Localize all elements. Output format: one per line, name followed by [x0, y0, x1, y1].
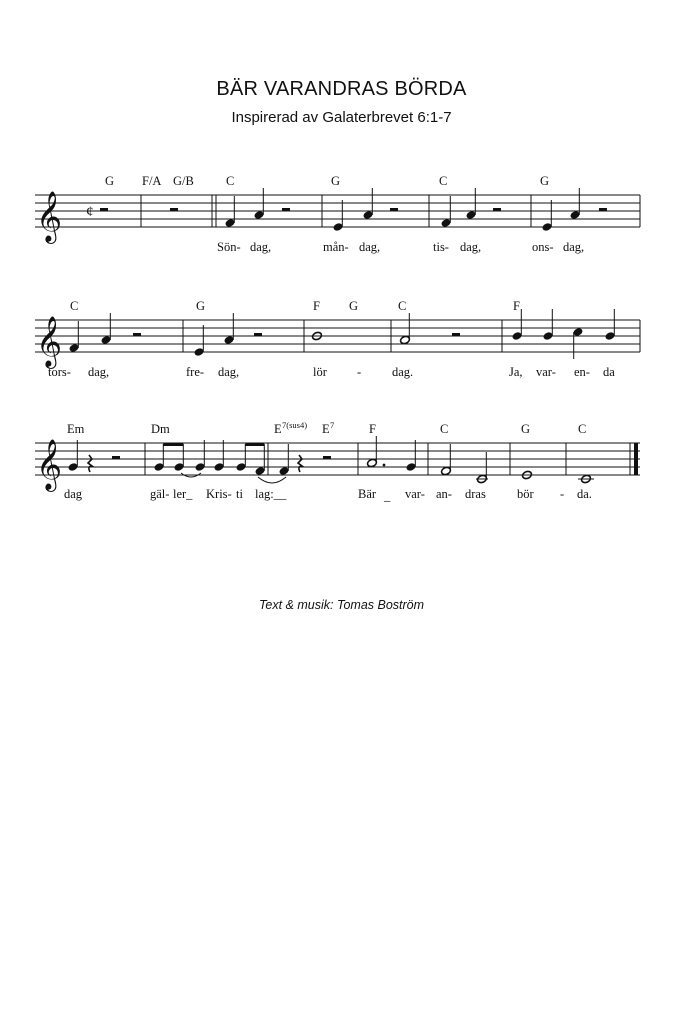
- staff-lines: [35, 195, 640, 227]
- half-rest: [133, 333, 141, 336]
- lyric-syllable: tis-: [433, 240, 449, 254]
- lyric-syllable: en-: [574, 365, 590, 379]
- chord-symbol: Em: [67, 422, 85, 436]
- lyric-syllable: var-: [536, 365, 556, 379]
- chord-symbol: C: [578, 422, 587, 436]
- tie: [258, 477, 286, 483]
- staff-system-2: [35, 299, 640, 379]
- staff-lines: [35, 443, 640, 475]
- lyric-syllable: Kris-: [206, 487, 232, 501]
- lyric-syllable: tors-: [48, 365, 71, 379]
- lyric-syllable: dag,: [88, 365, 110, 379]
- chord-symbol: G: [540, 174, 550, 188]
- chord-superscript: 7: [330, 420, 335, 430]
- chord-symbol: F/A: [142, 174, 162, 188]
- time-signature: ¢: [86, 204, 94, 220]
- lyric-syllable: gäl-: [150, 487, 170, 501]
- lyric-syllable: an-: [436, 487, 452, 501]
- lyric-syllable: dag,: [250, 240, 272, 254]
- half-rest: [452, 333, 460, 336]
- chord-symbol: C: [398, 299, 407, 313]
- song-title: BÄR VARANDRAS BÖRDA: [216, 78, 467, 100]
- chord-symbol: G: [196, 299, 206, 313]
- chord-symbol: E: [322, 422, 330, 436]
- chord-symbol: C: [439, 174, 448, 188]
- augmentation-dot: [383, 464, 386, 467]
- chord-symbol: C: [440, 422, 449, 436]
- lyric-syllable: -: [357, 365, 362, 379]
- chord-symbol: F: [513, 299, 520, 313]
- half-rest: [390, 208, 398, 211]
- beam: [163, 443, 183, 446]
- lyric-syllable: Ja,: [509, 365, 523, 379]
- lyric-syllable: da: [603, 365, 615, 379]
- quarter-rest: [298, 455, 302, 472]
- credit-line: Text & musik: Tomas Boström: [258, 598, 425, 612]
- half-rest: [254, 333, 262, 336]
- lyric-syllable: -: [560, 487, 565, 501]
- lyric-syllable: dag,: [460, 240, 482, 254]
- staff-system-3: [35, 420, 640, 503]
- lyric-syllable: Bär: [358, 487, 377, 501]
- lyric-syllable: dras: [465, 487, 486, 501]
- quarter-rest: [88, 455, 92, 472]
- chord-symbol: G: [521, 422, 531, 436]
- half-rest: [100, 208, 108, 211]
- final-barline: [634, 443, 638, 475]
- lyric-syllable: mån-: [323, 240, 349, 254]
- lyric-syllable: var-: [405, 487, 425, 501]
- lyric-syllable: dag,: [359, 240, 381, 254]
- treble-clef-icon: 𝄞: [36, 191, 63, 242]
- chord-symbol: E: [274, 422, 282, 436]
- chord-symbol: F: [369, 422, 376, 436]
- lyric-syllable: lör: [313, 365, 327, 379]
- lyric-syllable: _: [384, 489, 391, 503]
- lyric-syllable: ti: [236, 487, 243, 501]
- lyric-syllable: fre-: [186, 365, 205, 379]
- chord-symbol: G: [331, 174, 341, 188]
- lyric-syllable: ons-: [532, 240, 554, 254]
- chord-symbol: C: [226, 174, 235, 188]
- lyric-syllable: lag:__: [255, 487, 287, 501]
- lyric-syllable: da.: [577, 487, 592, 501]
- lyric-syllable: bör: [517, 487, 534, 501]
- chord-symbol: G: [349, 299, 359, 313]
- chord-symbol: G/B: [173, 174, 194, 188]
- chord-symbol: C: [70, 299, 79, 313]
- chord-symbol: Dm: [151, 422, 170, 436]
- staff-system-1: [35, 174, 640, 254]
- chord-symbol: G: [105, 174, 115, 188]
- lyric-syllable: ler_: [173, 487, 193, 501]
- treble-clef-icon: 𝄞: [36, 316, 63, 367]
- song-subtitle: Inspirerad av Galaterbrevet 6:1-7: [231, 109, 452, 126]
- half-rest: [170, 208, 178, 211]
- lyric-syllable: dag,: [563, 240, 585, 254]
- lyric-syllable: dag,: [218, 365, 240, 379]
- lyric-syllable: dag.: [392, 365, 414, 379]
- chord-superscript: 7(sus4): [282, 420, 308, 430]
- chord-symbol: F: [313, 299, 320, 313]
- half-rest: [323, 456, 331, 459]
- treble-clef-icon: 𝄞: [36, 439, 63, 490]
- half-rest: [282, 208, 290, 211]
- beam: [245, 443, 264, 446]
- half-rest: [493, 208, 501, 211]
- half-rest: [112, 456, 120, 459]
- lyric-syllable: dag: [64, 487, 83, 501]
- lyric-syllable: Sön-: [217, 240, 241, 254]
- half-rest: [599, 208, 607, 211]
